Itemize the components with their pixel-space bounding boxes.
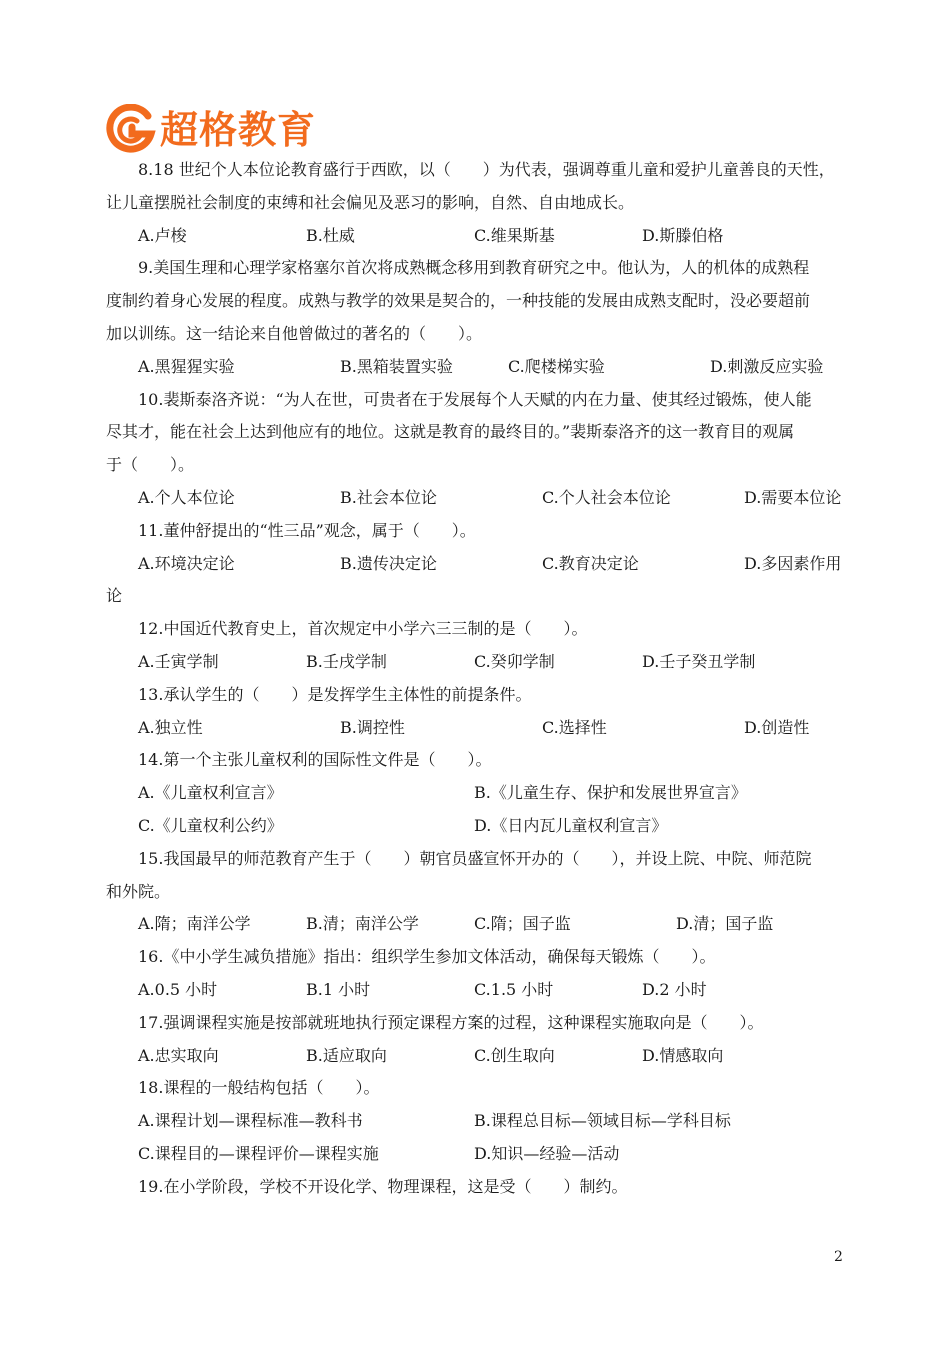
option-a: A.环境决定论	[138, 553, 235, 573]
option-c: C.癸卯学制	[474, 651, 555, 671]
question-18-line-1: 18.课程的一般结构包括（ ）。	[138, 1078, 380, 1098]
option-b: B.课程总目标—领域目标—学科目标	[474, 1111, 731, 1131]
question-11-option-wrap: 论	[106, 586, 123, 606]
brand-logo	[104, 104, 316, 156]
option-b: B.黑箱装置实验	[340, 356, 453, 376]
brand-name: 超格教育	[160, 108, 317, 152]
option-c: C.隋；国子监	[474, 914, 571, 934]
option-a: A.《儿童权利宣言》	[138, 783, 283, 803]
brand-logo-icon	[104, 104, 156, 156]
question-18-options-row-1	[106, 1105, 848, 1138]
option-c: C.《儿童权利公约》	[138, 815, 283, 835]
option-a: A.忠实取向	[138, 1045, 219, 1065]
question-list	[106, 154, 848, 1204]
option-a: A.卢梭	[138, 225, 187, 245]
option-d: D.刺激反应实验	[710, 356, 824, 376]
option-d: D.情感取向	[642, 1045, 724, 1065]
option-b: B.社会本位论	[340, 487, 437, 507]
option-c: C.选择性	[542, 717, 607, 737]
option-d: D.壬子癸丑学制	[642, 651, 756, 671]
question-14-line-1: 14.第一个主张儿童权利的国际性文件是（ ）。	[138, 750, 492, 770]
page-number: 2	[834, 1249, 843, 1265]
question-9-line-3: 加以训练。这一结论来自他曾做过的著名的（ ）。	[106, 323, 483, 343]
option-c: C.课程目的—课程评价—课程实施	[138, 1143, 379, 1163]
question-12-options	[106, 646, 848, 679]
question-16-options	[106, 974, 848, 1007]
question-15-line-2: 和外院。	[106, 881, 171, 901]
question-9-line-1: 9.美国生理和心理学家格塞尔首次将成熟概念移用到教育研究之中。他认为，人的机体的成熟程	[138, 258, 810, 278]
option-c: C.1.5 小时	[474, 979, 554, 999]
question-13-options	[106, 712, 848, 745]
question-19-line-1: 19.在小学阶段，学校不开设化学、物理课程，这是受（ ）制约。	[138, 1176, 628, 1196]
question-16-line-1: 16.《中小学生减负措施》指出：组织学生参加文体活动，确保每天锻炼（ ）。	[138, 947, 716, 967]
question-11-options	[106, 548, 848, 581]
question-9-line-2: 度制约着身心发展的程度。成熟与教学的效果是契合的，一种技能的发展由成熟支配时，没必要超前	[106, 291, 811, 311]
option-d: D.《日内瓦儿童权利宣言》	[474, 815, 668, 835]
option-d: D.创造性	[744, 717, 810, 737]
option-d: D.多因素作用	[744, 553, 842, 573]
question-8-line-2: 让儿童摆脱社会制度的束缚和社会偏见及恶习的影响，自然、自由地成长。	[106, 192, 635, 212]
option-b: B.《儿童生存、保护和发展世界宣言》	[474, 783, 747, 803]
question-14-options-row-2	[106, 810, 848, 843]
option-c: C.爬楼梯实验	[508, 356, 605, 376]
option-a: A.独立性	[138, 717, 203, 737]
question-11-line-1: 11.董仲舒提出的“性三品”观念，属于（ ）。	[138, 520, 476, 540]
option-b: B.适应取向	[306, 1045, 387, 1065]
option-c: C.维果斯基	[474, 225, 555, 245]
question-10-line-3: 于（ ）。	[106, 455, 195, 475]
option-d: D.需要本位论	[744, 487, 842, 507]
question-9-options	[106, 351, 848, 384]
question-10-line-1: 10.裴斯泰洛齐说：“为人在世，可贵者在于发展每个人天赋的内在力量、使其经过锻炼，使人能	[138, 389, 812, 409]
question-8-options	[106, 220, 848, 253]
option-d: D.清；国子监	[676, 914, 774, 934]
question-14-options-row-1	[106, 777, 848, 810]
option-d: D.2 小时	[642, 979, 707, 999]
question-17-line-1: 17.强调课程实施是按部就班地执行预定课程方案的过程，这种课程实施取向是（ ）。	[138, 1012, 764, 1032]
option-c: C.个人社会本位论	[542, 487, 671, 507]
option-b: B.调控性	[340, 717, 405, 737]
option-b: B.1 小时	[306, 979, 371, 999]
option-a: A.0.5 小时	[138, 979, 218, 999]
question-12-line-1: 12.中国近代教育史上，首次规定中小学六三三制的是（ ）。	[138, 619, 588, 639]
option-c: C.创生取向	[474, 1045, 555, 1065]
option-b: B.遗传决定论	[340, 553, 437, 573]
question-17-options	[106, 1040, 848, 1073]
question-18-options-row-2	[106, 1138, 848, 1171]
option-b: B.壬戌学制	[306, 651, 387, 671]
option-a: A.黑猩猩实验	[138, 356, 235, 376]
option-a: A.隋；南洋公学	[138, 914, 251, 934]
question-10-line-2: 尽其才，能在社会上达到他应有的地位。这就是教育的最终目的。”裴斯泰洛齐的这一教育目的观属	[106, 422, 795, 442]
option-a: A.壬寅学制	[138, 651, 219, 671]
question-15-options	[106, 908, 848, 941]
question-10-options	[106, 482, 848, 515]
option-d: D.知识—经验—活动	[474, 1143, 620, 1163]
option-a: A.个人本位论	[138, 487, 235, 507]
question-15-line-1: 15.我国最早的师范教育产生于（ ）朝官员盛宣怀开办的（ ），并设上院、中院、师范院	[138, 848, 812, 868]
option-a: A.课程计划—课程标准—教科书	[138, 1111, 363, 1131]
option-c: C.教育决定论	[542, 553, 639, 573]
option-b: B.清；南洋公学	[306, 914, 419, 934]
option-d: D.斯滕伯格	[642, 225, 724, 245]
option-b: B.杜威	[306, 225, 355, 245]
question-8-line-1: 8.18 世纪个人本位论教育盛行于西欧，以（ ）为代表，强调尊重儿童和爱护儿童善良的天性，	[138, 160, 835, 179]
question-13-line-1: 13.承认学生的（ ）是发挥学生主体性的前提条件。	[138, 684, 532, 704]
